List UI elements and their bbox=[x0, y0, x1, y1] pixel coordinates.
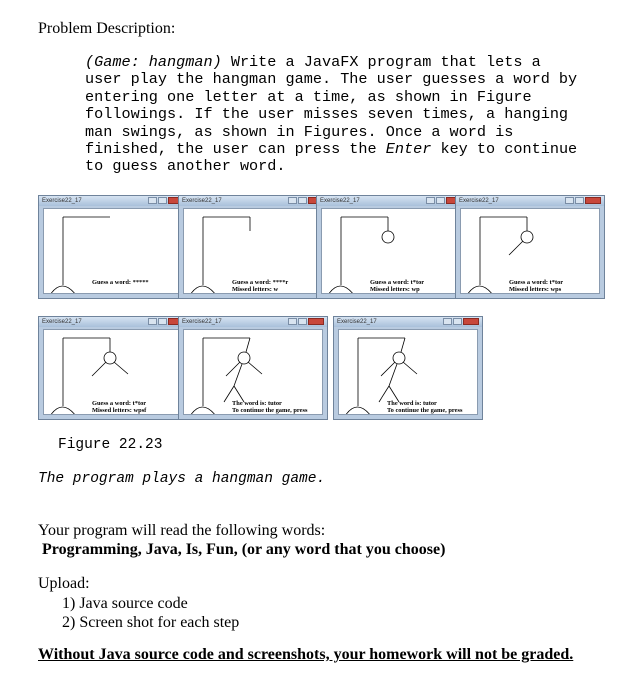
status-line-1: The word is: tutor bbox=[387, 400, 437, 407]
window-client-area bbox=[183, 329, 323, 415]
figure-caption: The program plays a hangman game. bbox=[38, 471, 326, 487]
window-titlebar bbox=[179, 317, 327, 327]
desc-line2: user play the hangman game. The user guesses a word by bbox=[85, 70, 578, 89]
gallows-base bbox=[50, 286, 76, 294]
window-title: Exercise22_17 bbox=[182, 319, 222, 325]
window-controls bbox=[443, 318, 479, 325]
desc-line6-post: key to continue bbox=[431, 140, 578, 159]
status-line-2: To continue the game, press bbox=[232, 407, 308, 415]
window-title: Exercise22_17 bbox=[320, 198, 360, 204]
status-line-2: Missed letters: wpsf bbox=[92, 407, 147, 415]
window-client-area bbox=[43, 208, 183, 294]
hangman-window bbox=[455, 195, 605, 299]
window-titlebar bbox=[39, 196, 187, 206]
hangman-window bbox=[316, 195, 466, 299]
maximize-icon bbox=[298, 197, 307, 204]
left-arm bbox=[509, 241, 523, 255]
status-line-1: Guess a word: t*tor bbox=[92, 400, 147, 407]
right-arm bbox=[403, 362, 417, 374]
gallows-base bbox=[345, 407, 371, 415]
gallows-base bbox=[190, 286, 216, 294]
desc-line5: man swings, as shown in Figures. Once a word is bbox=[85, 122, 514, 141]
game-status-text bbox=[387, 400, 462, 415]
status-line-2: Missed letters: w bbox=[232, 286, 279, 294]
right-arm bbox=[248, 362, 262, 374]
window-client-area bbox=[321, 208, 461, 294]
desc-line7: to guess another word. bbox=[85, 157, 286, 176]
game-status-text bbox=[509, 279, 563, 294]
minimize-icon bbox=[565, 197, 574, 204]
window-client-area bbox=[183, 208, 323, 294]
gallows-base bbox=[328, 286, 354, 294]
rope bbox=[401, 338, 405, 352]
upload-label: Upload: bbox=[38, 575, 90, 592]
upload-item-screenshot: 2) Screen shot for each step bbox=[62, 614, 240, 631]
window-client-area bbox=[43, 329, 183, 415]
problem-heading: Problem Description: bbox=[38, 20, 176, 37]
window-controls bbox=[288, 318, 324, 325]
minimize-icon bbox=[288, 197, 297, 204]
window-titlebar bbox=[317, 196, 465, 206]
game-status-text bbox=[92, 400, 146, 415]
close-icon bbox=[585, 197, 601, 204]
hangman-window bbox=[178, 316, 328, 420]
minimize-icon bbox=[443, 318, 452, 325]
left-arm bbox=[92, 362, 106, 376]
minimize-icon bbox=[426, 197, 435, 204]
desc-tag: (Game: hangman) bbox=[85, 53, 222, 71]
window-title: Exercise22_17 bbox=[337, 319, 377, 325]
minimize-icon bbox=[288, 318, 297, 325]
grading-warning: Without Java source code and screenshots, your homework will not be graded. bbox=[38, 646, 574, 663]
hangman-window bbox=[178, 195, 328, 299]
desc-line6-pre: finished, the user can press the bbox=[85, 140, 386, 159]
minimize-icon bbox=[148, 197, 157, 204]
rope bbox=[246, 338, 250, 352]
status-line-2: To continue the game, press bbox=[387, 407, 463, 415]
close-icon bbox=[308, 318, 324, 325]
minimize-icon bbox=[148, 318, 157, 325]
desc-line3: entering one letter at a time, as shown in Figure bbox=[85, 87, 532, 106]
window-title: Exercise22_17 bbox=[42, 319, 82, 325]
maximize-icon bbox=[158, 197, 167, 204]
window-client-area bbox=[460, 208, 600, 294]
maximize-icon bbox=[436, 197, 445, 204]
status-line-1: Guess a word: ****r bbox=[232, 279, 289, 286]
window-titlebar bbox=[179, 196, 327, 206]
window-titlebar bbox=[334, 317, 482, 327]
maximize-icon bbox=[453, 318, 462, 325]
window-controls bbox=[565, 197, 601, 204]
desc-line4: followings. If the user misses seven times, a hanging bbox=[85, 105, 569, 124]
gallows-base bbox=[50, 407, 76, 415]
window-title: Exercise22_17 bbox=[182, 198, 222, 204]
hangman-window bbox=[38, 195, 188, 299]
game-status-text bbox=[232, 400, 307, 415]
words-list: Programming, Java, Is, Fun, (or any word that you choose) bbox=[42, 541, 446, 558]
maximize-icon bbox=[298, 318, 307, 325]
desc-line1: Write a JavaFX program that lets a bbox=[221, 53, 541, 71]
maximize-icon bbox=[575, 197, 584, 204]
window-title: Exercise22_17 bbox=[459, 198, 499, 204]
close-icon bbox=[463, 318, 479, 325]
game-status-text bbox=[92, 279, 149, 286]
upload-list bbox=[62, 594, 239, 632]
left-arm bbox=[226, 362, 240, 376]
window-titlebar bbox=[456, 196, 604, 206]
game-status-text bbox=[370, 279, 424, 294]
problem-description bbox=[85, 54, 605, 176]
words-intro: Your program will read the following words: bbox=[38, 522, 326, 539]
gallows-base bbox=[190, 407, 216, 415]
hangman-window bbox=[333, 316, 483, 420]
right-arm bbox=[114, 362, 128, 374]
window-title: Exercise22_17 bbox=[42, 198, 82, 204]
status-line-1: Guess a word: t*tor bbox=[509, 279, 564, 286]
status-line-1: The word is: tutor bbox=[232, 400, 282, 407]
window-client-area bbox=[338, 329, 478, 415]
left-arm bbox=[381, 362, 395, 376]
upload-item-source: 1) Java source code bbox=[62, 595, 188, 612]
gallows-base bbox=[467, 286, 493, 294]
maximize-icon bbox=[158, 318, 167, 325]
game-status-text bbox=[232, 279, 288, 294]
status-line-2: Missed letters: wps bbox=[509, 286, 562, 294]
hangman-window bbox=[38, 316, 188, 420]
status-line-1: Guess a word: ***** bbox=[92, 279, 149, 286]
window-titlebar bbox=[39, 317, 187, 327]
head bbox=[382, 231, 394, 243]
status-line-2: Missed letters: wp bbox=[370, 286, 420, 294]
enter-key-text: Enter bbox=[385, 140, 432, 159]
status-line-1: Guess a word: t*tor bbox=[370, 279, 425, 286]
figure-label: Figure 22.23 bbox=[58, 437, 163, 453]
